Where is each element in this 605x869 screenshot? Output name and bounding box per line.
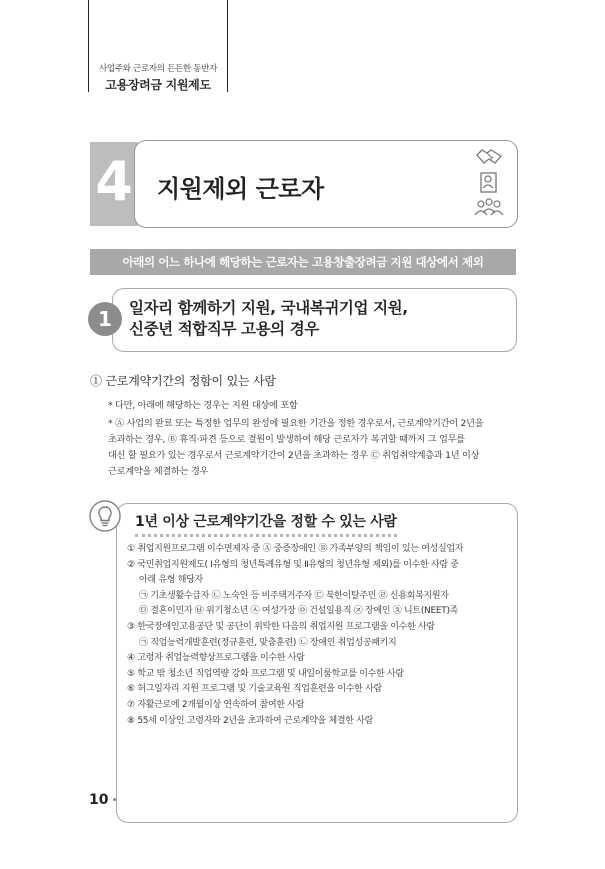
box-list-item: ④ 고령자 취업능력향상프로그램을 이수한 사람: [127, 653, 305, 664]
page-number: 10: [89, 792, 109, 808]
box-list-item: ⑧ 55세 이상인 고령자와 2년을 초과하여 근로계약을 체결한 사람: [127, 715, 373, 726]
note-line: 초과하는 경우, Ⓑ 휴직·파견 등으로 결원이 발생하여 해당 근로자가 복귀할 때까지 그 업무를: [108, 434, 465, 445]
box-list-item: ③ 한국장애인고용공단 및 공단이 위탁한 다음의 취업지원 프로그램을 이수한 사람: [127, 621, 435, 632]
lightbulb-icon: [89, 500, 121, 532]
header-title: 고용장려금 지원제도: [105, 78, 211, 92]
handshake-icon: [476, 147, 502, 167]
box-list-item: 아래 유형 해당자: [139, 575, 203, 586]
note-line: * Ⓐ 사업의 완료 또는 특정한 업무의 완성에 필요한 기간을 정한 경우로서, 근로계약기간이 2년을: [108, 418, 484, 429]
document-person-icon: [478, 170, 500, 194]
item-title-card: [112, 288, 517, 352]
item-title-line2: 신중년 적합직무 고용의 경우: [129, 320, 319, 338]
people-group-icon: [474, 197, 504, 217]
condition-text: ① 근로계약기간의 정함이 있는 사람: [90, 374, 276, 388]
box-list-item: ⑤ 학교 밖 청소년 직업역량 강화 프로그램 및 내일이룸학교를 이수한 사람: [127, 668, 404, 679]
note-line: 대신 할 필요가 있는 경우로서 근로계약기간이 2년을 초과하는 경우 Ⓒ 취업취약계층과 1년 이상: [108, 450, 480, 461]
section-number: 4: [95, 150, 133, 213]
exclusion-banner: 아래의 어느 하나에 해당하는 근로자는 고용창출장려금 지원 대상에서 제외: [90, 249, 516, 275]
box-list-item: ① 취업지원프로그램 이수면제자 중 Ⓐ 중증장애인 Ⓑ 가족부양의 책임이 있는 여성실업자: [127, 544, 464, 554]
box-list-item: ㉤ 결혼이민자 ㉥ 위기청소년 ㉦ 여성가장 ㉧ 건설일용직 ㉨ 장애인 ㉩ 니트(NEET)족: [139, 606, 459, 617]
box-list: [127, 542, 511, 729]
section-icons: [469, 147, 509, 223]
item-number-badge: 1: [88, 302, 122, 336]
item-title: [129, 298, 408, 340]
eligible-persons-box: [116, 503, 518, 823]
note-line: * 다만, 아래에 해당하는 경우는 지원 대상에 포함: [108, 400, 298, 411]
box-title: 1년 이상 근로계약기간을 정할 수 있는 사람: [135, 511, 397, 537]
box-list-item: ② 국민취업지원제도( Ⅰ유형의 청년특례유형 및 Ⅱ유형의 청년유형 제외)를 이수한 사람 중: [127, 559, 459, 570]
running-header: [88, 0, 228, 92]
box-list-item: ㉠ 기초생활수급자 ㉡ 노숙인 등 비주택거주자 ㉢ 북한이탈주민 ㉣ 신용회복지원자: [139, 590, 449, 601]
item-title-line1: 일자리 함께하기 지원, 국내복귀기업 지원,: [129, 299, 408, 317]
box-list-item: ⑥ 허그일자리 지원 프로그램 및 기술교육원 직업훈련을 이수한 사람: [127, 684, 382, 695]
note-line: 근로계약을 체결하는 경우: [108, 466, 209, 477]
header-subtitle: 사업주와 근로자의 든든한 동반자: [99, 64, 217, 74]
section-number-block: [90, 142, 138, 226]
box-list-item: ⑦ 자활근로에 2개월이상 연속하여 참여한 사람: [127, 699, 305, 710]
page-number-dot: [113, 798, 116, 801]
box-list-item: ㉠ 직업능력개발훈련(정규훈련, 맞춤훈련) ㉡ 장애인 취업성공패키지: [139, 637, 397, 648]
section-title: 지원제외 근로자: [157, 175, 324, 203]
section-title-card: [134, 140, 518, 228]
notes: [108, 398, 520, 480]
